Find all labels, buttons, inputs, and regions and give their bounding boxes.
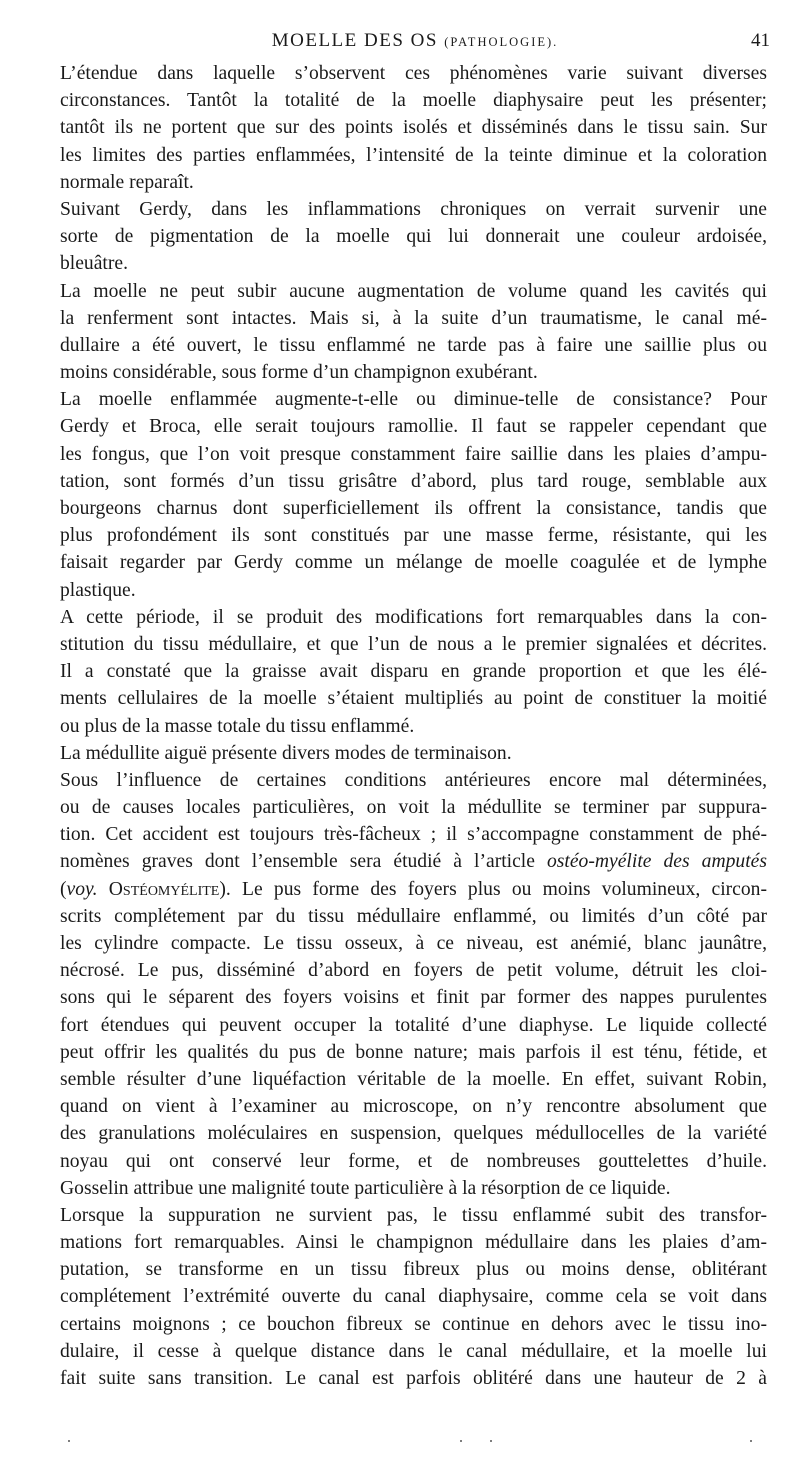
text-line: normale reparaît. — [60, 171, 194, 193]
text-line: moins considérable, sous forme d’un champignon exubérant. — [60, 362, 538, 384]
running-title — [60, 30, 770, 52]
text-line: bourgeons charnus dont superficiellement ils offrent la consistance, tandis que — [60, 498, 767, 519]
text-line: plus profondément ils sont constitués par une masse ferme, résistante, qui les — [60, 525, 767, 547]
text-line: La moelle ne peut subir aucune augmentation de volume quand les cavités qui — [60, 280, 767, 302]
text-line: stitution du tissu médullaire, et que l’un de nous a le premier signalées et décrites. — [60, 633, 767, 655]
text-line: La moelle enflammée augmente-t-elle ou diminue-telle de consistance? Pour — [60, 389, 767, 411]
text-segment: ). Le pus forme des foyers plus ou moins volumineux, circon- — [219, 878, 767, 900]
cross-reference: Ostéomyélite — [108, 878, 220, 900]
running-title-subtitle: (PATHOLOGIE). — [444, 35, 559, 49]
text-line: ou de causes locales particulières, on voit la médullite se terminer par suppura- — [60, 797, 767, 819]
text-line: les limites des parties enflammées, l’intensité de la teinte diminue et la coloration — [60, 144, 767, 166]
text-line: certains moignons ; ce bouchon fibreux se continue en dehors avec le tissu ino- — [60, 1313, 767, 1335]
text-line: Gerdy et Broca, elle serait toujours ramollie. Il faut se rappeler cependant que — [60, 416, 767, 438]
running-title-main: MOELLE DES OS — [271, 30, 438, 51]
text-line: circonstances. Tantôt la totalité de la moelle diaphysaire peut les présenter; — [60, 90, 767, 112]
text-line: Sous l’influence de certaines conditions antérieures encore mal déterminées, — [60, 769, 767, 791]
text-line: quand on vient à l’examiner au microscope, on n’y rencontre absolument que — [60, 1096, 767, 1118]
page-number: 41 — [751, 30, 770, 51]
scan-speck — [460, 1440, 462, 1442]
text-line: Lorsque la suppuration ne survient pas, le tissu enflammé subit des transfor- — [60, 1204, 767, 1226]
text-line: Suivant Gerdy, dans les inflammations chroniques on verrait survenir une — [60, 198, 767, 220]
text-line: la renferment sont intactes. Mais si, à la suite d’un traumatisme, le canal mé- — [60, 307, 767, 329]
text-line: noyau qui ont conservé leur forme, et de nombreuses gouttelettes d’huile. — [60, 1150, 767, 1172]
text-line: Gosselin attribue une malignité toute particulière à la résorption de ce liquide. — [60, 1177, 671, 1199]
scan-specks — [60, 1440, 760, 1446]
text-line: tantôt ils ne portent que sur des points isolés et disséminés dans le tissu sain. Sur — [60, 117, 767, 139]
text-line: nécrosé. Le pus, disséminé d’abord en foyers de petit volume, détruit les cloi- — [60, 960, 767, 982]
text-line: sorte de pigmentation de la moelle qui lui donnerait une couleur ardoisée, — [60, 226, 767, 248]
text-line: dullaire a été ouvert, le tissu enflammé ne tarde pas à faire une saillie plus ou — [60, 334, 767, 356]
text-line: tation, sont formés d’un tissu grisâtre d’abord, plus tard rouge, semblable aux — [60, 470, 767, 492]
body-text — [60, 60, 767, 1392]
text-line — [60, 876, 767, 903]
text-line: fort étendues qui peuvent occuper la totalité d’une diaphyse. Le liquide collecté — [60, 1014, 767, 1036]
text-line: bleuâtre. — [60, 253, 128, 275]
text-line: L’étendue dans laquelle s’observent ces phénomènes varie suivant diverses — [60, 63, 767, 84]
text-line: ou plus de la masse totale du tissu enflammé. — [60, 715, 415, 737]
text-line: A cette période, il se produit des modifications fort remarquables dans la con- — [60, 606, 767, 628]
text-line: fait suite sans transition. Le canal est parfois oblitéré dans une hauteur de 2 à — [60, 1368, 767, 1389]
text-line: plastique. — [60, 579, 136, 601]
text-line: complétement l’extrémité ouverte du canal diaphysaire, comme cela se voit dans — [60, 1286, 767, 1308]
text-line: mations fort remarquables. Ainsi le champignon médullaire dans les plaies d’am- — [60, 1232, 767, 1254]
text-line: scrits complétement par du tissu médullaire enflammé, ou limités d’un côté par — [60, 905, 767, 927]
text-line: Il a constaté que la graisse avait disparu en grande proportion et que les élé- — [60, 661, 767, 683]
text-line: des granulations moléculaires en suspension, quelques médullocelles de la variété — [60, 1123, 767, 1145]
text-line: sons qui le séparent des foyers voisins et finit par former des nappes purulentes — [60, 987, 767, 1009]
text-line: semble résulter d’une liquéfaction véritable de la moelle. En effet, suivant Robin, — [60, 1068, 767, 1090]
italic-abbrev: voy. — [66, 878, 98, 900]
text-segment: ( — [60, 878, 67, 900]
text-line: tion. Cet accident est toujours très-fâcheux ; il s’accompagne constamment de phé- — [60, 824, 767, 846]
scan-speck — [490, 1440, 492, 1442]
text-line: ments cellulaires de la moelle s’étaient multipliés au point de constituer la moitié — [60, 688, 767, 710]
text-line: putation, se transforme en un tissu fibreux plus ou moins dense, oblitérant — [60, 1259, 767, 1281]
text-line: les cylindre compacte. Le tissu osseux, à ce niveau, est anémié, blanc jaunâtre, — [60, 933, 767, 954]
running-head — [60, 30, 770, 56]
italic-term: ostéo-myélite des amputés — [547, 851, 767, 873]
text-line: faisait regarder par Gerdy comme un mélange de moelle coagulée et de lymphe — [60, 552, 767, 574]
text-segment: nomènes graves dont l’ensemble sera étudié à l’article — [60, 851, 547, 873]
text-line: peut offrir les qualités du pus de bonne nature; mais parfois il est ténu, fétide, et — [60, 1041, 767, 1063]
text-line: dulaire, il cesse à quelque distance dans le canal médullaire, et la moelle lui — [60, 1340, 767, 1362]
text-line — [60, 848, 767, 875]
text-line: les fongus, que l’on voit presque constamment faire saillie dans les plaies d’ampu- — [60, 443, 767, 465]
scan-speck — [68, 1440, 70, 1442]
scan-speck — [750, 1440, 752, 1442]
text-line: La médullite aiguë présente divers modes de terminaison. — [60, 742, 512, 764]
